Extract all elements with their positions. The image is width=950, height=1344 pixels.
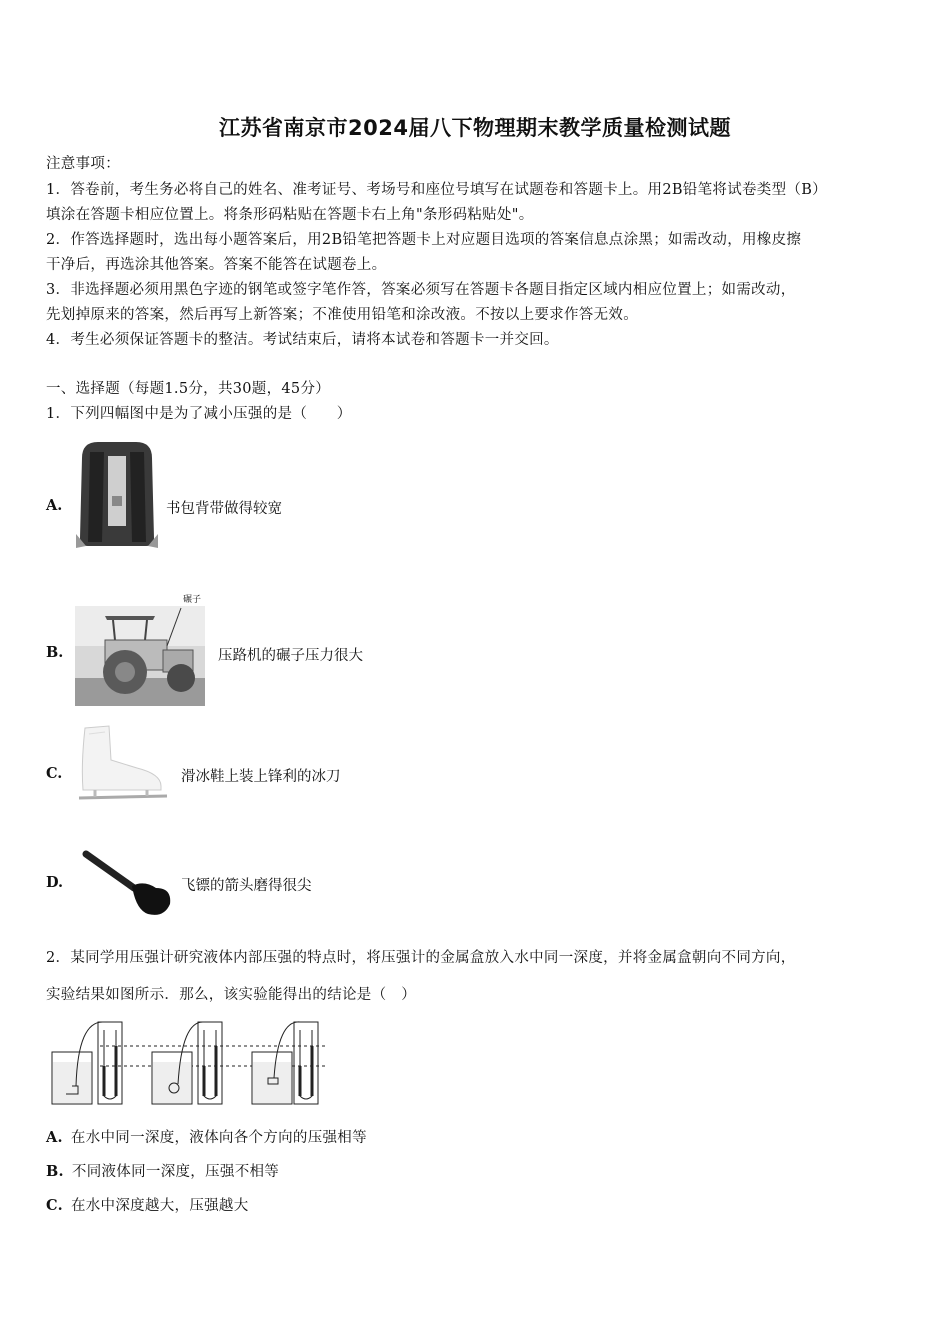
roller-caption: 碾子: [183, 595, 202, 605]
option-d-text: 飞镖的箭头磨得很尖: [181, 878, 312, 894]
option-label: A.: [46, 1129, 63, 1146]
option-label: C.: [46, 1197, 63, 1214]
notice-heading: 注意事项：: [46, 156, 120, 172]
backpack-image: [74, 438, 160, 550]
notice-line: 4．考生必须保证答题卡的整洁。考试结束后，请将本试卷和答题卡一并交回。: [46, 332, 559, 348]
notice-line: 3．非选择题必须用黑色字迹的钢笔或签字笔作答，答案必须写在答题卡各题目指定区域内相应位置上；如需改动，: [46, 282, 796, 298]
question-2-option-a: [46, 1126, 367, 1147]
notice-line: 干净后，再选涂其他答案。答案不能答在试题卷上。: [46, 257, 387, 273]
ice-skate-image: [75, 724, 171, 802]
question-2-option-b: [46, 1160, 279, 1181]
page-title: 江苏省南京市2024届八下物理期末教学质量检测试题: [219, 116, 731, 140]
notice-line: 2．作答选择题时，选出每小题答案后，用2B铅笔把答题卡上对应题目选项的答案信息点涂黑；如需改动，用橡皮擦: [46, 232, 802, 248]
option-b-text: 压路机的碾子压力很大: [218, 648, 363, 664]
option-c-text: 滑冰鞋上装上锋利的冰刀: [181, 769, 341, 785]
road-roller-image: [75, 606, 205, 706]
notice-line: 1．答卷前，考生务必将自己的姓名、准考证号、考场号和座位号填写在试题卷和答题卡上。用2B铅笔将试卷类型（B）: [46, 182, 827, 198]
section-heading: 一、选择题（每题1.5分，共30题，45分）: [46, 381, 331, 397]
question-2-stem-cont: 实验结果如图所示．那么，该实验能得出的结论是（ ）: [46, 987, 416, 1003]
pressure-gauge-figure: [48, 1016, 338, 1108]
question-1-stem: 1．下列四幅图中是为了减小压强的是（ ）: [46, 406, 352, 422]
notice-line: 填涂在答题卡相应位置上。将条形码粘贴在答题卡右上角"条形码粘贴处"。: [46, 207, 534, 223]
dart-image: [82, 848, 178, 920]
option-d-label: D.: [46, 874, 64, 891]
option-c-label: C.: [46, 765, 63, 782]
option-text: 不同液体同一深度，压强不相等: [71, 1164, 280, 1180]
question-2-option-c: [46, 1194, 249, 1215]
option-a-label: A.: [46, 497, 63, 514]
option-text: 在水中深度越大，压强越大: [70, 1198, 249, 1214]
question-2-stem: 2．某同学用压强计研究液体内部压强的特点时，将压强计的金属盒放入水中同一深度，并将金属盒朝向不同方向，: [46, 950, 796, 966]
notice-line: 先划掉原来的答案，然后再写上新答案；不准使用铅笔和涂改液。不按以上要求作答无效。: [46, 307, 638, 323]
option-b-label: B.: [46, 644, 64, 661]
option-text: 在水中同一深度，液体向各个方向的压强相等: [70, 1130, 367, 1146]
option-label: B.: [46, 1163, 64, 1180]
option-a-text: 书包背带做得较宽: [166, 501, 282, 517]
